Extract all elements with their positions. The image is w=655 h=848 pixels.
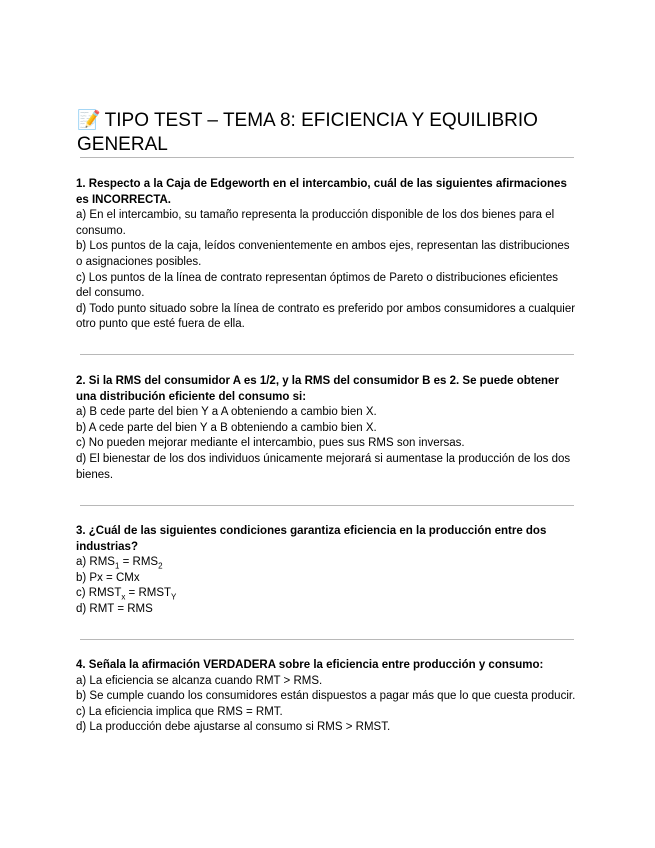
option-b: b) Se cumple cuando los consumidores están dispuestos a pagar más que lo que cuesta producir. [76,690,576,703]
subscript: 1 [114,561,120,571]
option-c-text: = RMST [125,587,172,600]
question-3 [76,524,576,618]
option-a-text: a) RMS [76,556,115,569]
option-c: c) La eficiencia implica que RMS = RMT. [76,705,283,718]
option-c: c) Los puntos de la línea de contrato representan óptimos de Pareto o distribuciones eficientes del consumo. [76,271,559,300]
divider [80,354,574,355]
question-2 [76,374,576,483]
option-d: d) RMT = RMS [76,602,153,615]
question-stem: 2. Si la RMS del consumidor A es 1/2, y la RMS del consumidor B es 2. Se puede obtener una distribución eficiente del consumo si: [76,375,559,403]
subscript: 2 [158,561,163,571]
option-a-text: = RMS [119,556,159,569]
option-a [76,555,576,571]
option-d: d) El bienestar de los dos individuos únicamente mejorará si aumentase la producción de los dos bienes. [76,452,571,481]
option-b: b) Los puntos de la caja, leídos convenientemente en ambos ejes, representan las distribuciones o asignaciones posibles. [76,240,570,268]
option-d: d) Todo punto situado sobre la línea de contrato es preferido por ambos consumidores a cualquier otro punto que esté fuera de ella. [76,302,576,331]
subscript: x [121,592,126,602]
question-stem: 1. Respecto a la Caja de Edgeworth en el intercambio, cuál de las siguientes afirmaciones es INCORRECTA. [76,178,567,206]
option-c-text: c) RMST [76,587,122,600]
divider [80,157,574,158]
title-text: TIPO TEST – TEMA 8: EFICIENCIA Y EQUILIBRIO GENERAL [77,109,538,155]
option-d: d) La producción debe ajustarse al consumo si RMS > RMST. [76,721,391,734]
question-stem: 4. Señala la afirmación VERDADERA sobre la eficiencia entre producción y consumo: [76,659,544,671]
memo-icon: 📝 [77,109,101,131]
option-c [76,586,576,602]
option-c: c) No pueden mejorar mediante el intercambio, pues sus RMS son inversas. [76,437,465,450]
question-1 [76,177,576,333]
question-stem: 3. ¿Cuál de las siguientes condiciones garantiza eficiencia en la producción entre dos industrias? [76,525,547,553]
option-a: a) En el intercambio, su tamaño representa la producción disponible de los dos bienes para el consumo. [76,209,555,237]
option-a: a) La eficiencia se alcanza cuando RMT > RMS. [76,674,323,687]
divider [80,505,574,506]
subscript: Y [171,592,177,602]
option-b: b) A cede parte del bien Y a B obteniendo a cambio bien X. [76,421,377,434]
option-a: a) B cede parte del bien Y a A obteniendo a cambio bien X. [76,406,377,419]
divider [80,639,574,640]
question-4 [76,658,576,736]
page-title [77,109,597,157]
option-b: b) Px = CMx [76,571,140,584]
